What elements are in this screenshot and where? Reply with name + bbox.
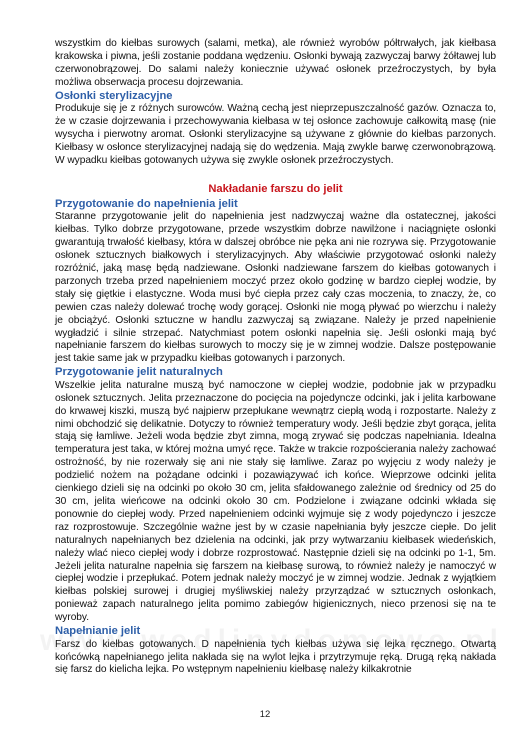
heading-jelita-naturalne: Przygotowanie jelit naturalnych — [55, 366, 223, 379]
paragraph-oslonki-sterylizacyjne: Produkuje się je z różnych surowców. Ważną cechą jest nieprzepuszczalność gazów. Oznacza to, że w czasie dojrzewania i przechowywania kiełbasa w tej osłonce zachowuje całkowitą masę (nie wysycha i pierwotny aromat. Osłonki sterylizacyjne są używane z głównie do kiełbas parzonych. Kiełbasy w osłonce sterylizacyjnej nadają się do wędzenia. Mają zwykle barwę czerwonobrązową. W wypadku kiełbas gotowanych używa się zwykle osłonek przeźroczystych. — [55, 103, 496, 166]
paragraph-przygotowanie: Staranne przygotowanie jelit do napełnienia jest nadzwyczaj ważne dla ostatecznej, jakości kiełbas. Tylko dobrze przygotowane, przede wszystkim dobrze nawilżone i naciągnięte osłonki gwarantują trwałość kiełbasy, która w dalszej obróbce nie pęka ani nie rozrywa się. Przygotowanie osłonek sztucznych białkowych i sterylizacyjnych. Aby właściwie przygotować osłonki należy rozróżnić, jaką masę będą nadziewane. Osłonki nadziewane farszem do kiełbas gotowanych i parzonych trzeba przed napełnieniem moczyć przez około godzinę w bardzo ciepłej wodzie, by stały się giętkie i elastyczne. Woda musi być ciepła przez cały czas moczenia, to znaczy, że, co pewien czas należy dolewać trochę wody gorącej. Osłonki nie mogą pływać po wierzchu i należy je obciążyć. Osłonki sztuczne w handlu zazwyczaj są związane. Należy je przed napełnienie wygładzić i silnie strzepać. Natychmiast potem osłonki napełnia się. Jeśli osłonki mają być napełnianie farszem do kiełbas surowych to moczy się je w zimnej wodzie. Dalsze postępowanie jest takie same jak w przypadku kiełbas gotowanych i parzonych. — [55, 211, 496, 365]
paragraph-napelnianie: Farsz do kiełbas gotowanych. D napełnienia tych kiełbas używa się lejka ręcznego. Otwartą końcówką napełnianego jelita nakłada się na wylot lejka i przytrzymuje ręką. Drugą ręką nakłada się farsz do kielicha lejka. Po wstępnym napełnieniu kiełbasę należy kilkakrotnie — [55, 638, 496, 676]
heading-napelnianie: Napełnianie jelit — [55, 625, 141, 638]
page-number: 12 — [259, 709, 271, 720]
intro-paragraph: wszystkim do kiełbas surowych (salami, metka), ale również wyrobów półtrwałych, jak kiełbasa krakowska i piwna, jeśli zostanie poddana wędzeniu. Osłonki bywają zazwyczaj barwy żółtawej lub czerwonobrązowej. Do salami należy koniecznie używać osłonek przeźroczystych, by była możliwa obserwacja procesu dojrzewania. — [55, 38, 496, 88]
heading-oslonki-sterylizacyjne: Osłonki sterylizacyjne — [55, 89, 173, 102]
page-content — [55, 38, 496, 677]
paragraph-jelita-naturalne: Wszelkie jelita naturalne muszą być namoczone w ciepłej wodzie, podobnie jak w przypadku osłonek sztucznych. Jelita przeznaczone do pocięcia na pojedyncze odcinki, jak i jelita karbowane do krwawej kiszki, muszą być najpierw przepłukane wewnątrz ciepłą wodą i rozpostarte. Należy z nimi obchodzić się delikatnie. Dotyczy to również temperatury wody. Jeśli będzie zbyt gorąca, jelita stają się łamliwe. Jeżeli woda będzie zbyt zimna, mogą zrywać się podczas napełniania. Idealna temperatura jest taka, w której można umyć ręce. Także w trakcie rozpościerania należy zachować ostrożność, by nie rozerwały się ani nie stały się łamliwe. Zaraz po wyjęciu z wody należy je podzielić nożem na pożądane odcinki i pozawiązywać ich końce. Wieprzowe odcinki jelita cienkiego dzieli się na odcinki po około 30 cm, jelita sfałdowanego zależnie od średnicy od 25 do 30 cm, jelita wieńcowe na odcinki około 30 cm. Podzielone i związane odcinki wkłada się ponownie do ciepłej wody. Przed napełnieniem odcinki wyjmuje się z wody pojedynczo i jeszcze raz rozprostowuje. Szczególnie ważne jest by w czasie napełniania były jeszcze ciepłe. Do jelit naturalnych napełnianych bez dzielenia na odcinki, jak przy wytwarzaniu kiełbasek wiedeńskich, należy wlać nieco ciepłej wody i dobrze rozprostować. Następnie dzieli się na odcinki po 1-1, 5m. Jeżeli jelita naturalne napełnia się farszem na kiełbasę surową, to również należy je namoczyć w ciepłej wodzie i przepłukać. Potem jednak należy moczyć je w zimnej wodzie. Jednak z wyjątkiem kiełbas polskiej surowej i drugiej myśliwskiej należy przyrządzać w sztucznych osłonkach, ponieważ zapach naturalnego jelita pomimo zabiegów higienicznych, nieco przenosi się na te wyroby. — [55, 379, 496, 624]
main-heading: Nakładanie farszu do jelit — [208, 182, 343, 195]
heading-przygotowanie: Przygotowanie do napełnienia jelit — [55, 197, 238, 210]
